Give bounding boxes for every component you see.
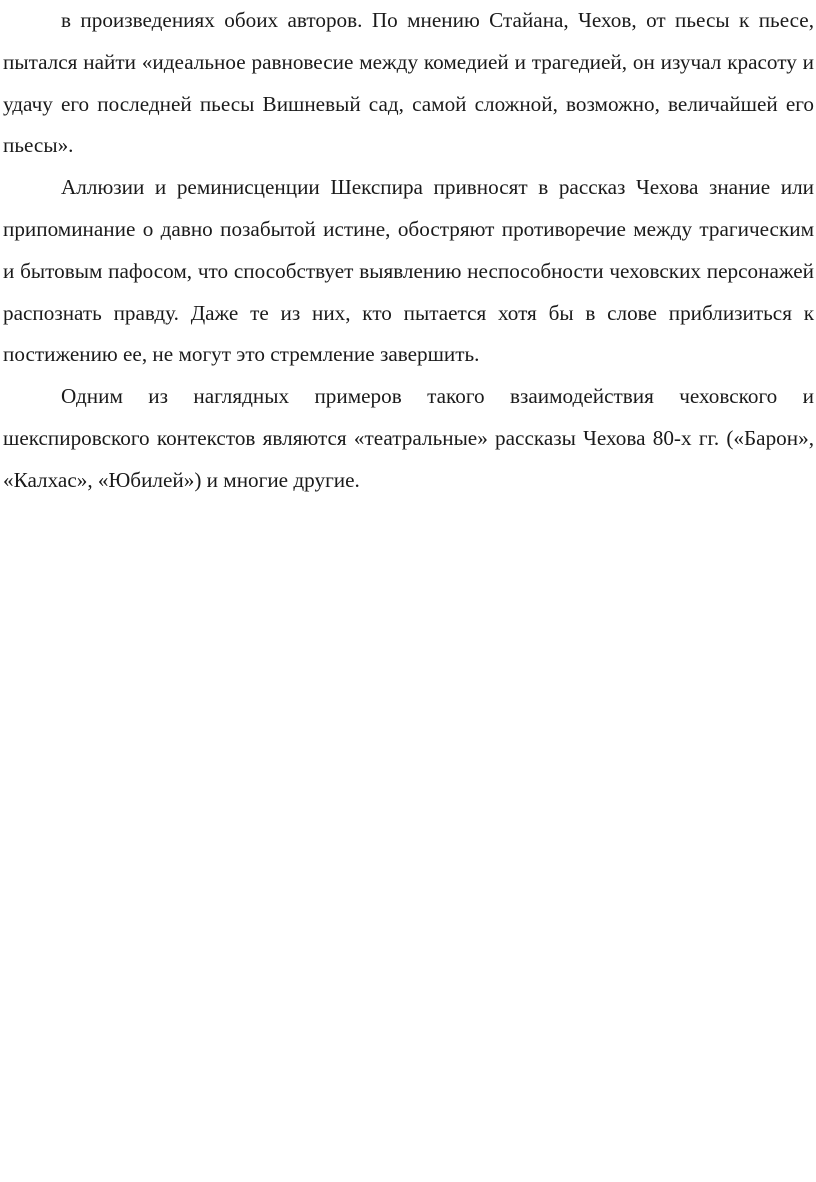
document-body xyxy=(3,0,814,502)
paragraph-examples: Одним из наглядных примеров такого взаимодействия чеховского и шекспировского контекстов являются «театральные» рассказы Чехова 80-х гг. («Барон», «Калхас», «Юбилей») и многие другие. xyxy=(3,384,814,492)
paragraph-allusions: Аллюзии и реминисценции Шекспира привносят в рассказ Чехова знание или припоминание о давно позабытой истине, обостряют противоречие между трагическим и бытовым пафосом, что способствует выявлению неспособности чеховских персонажей распознать правду. Даже те из них, кто пытается хотя бы в слове приблизиться к постижению ее, не могут это стремление завершить. xyxy=(3,175,814,367)
paragraph-continuation: в произведениях обоих авторов. По мнению Стайана, Чехов, от пьесы к пьесе, пытался найти «идеальное равновесие между комедией и трагедией, он изучал красоту и удачу его последней пьесы Вишневый сад, самой сложной, возможно, величайшей его пьесы». xyxy=(3,8,814,158)
